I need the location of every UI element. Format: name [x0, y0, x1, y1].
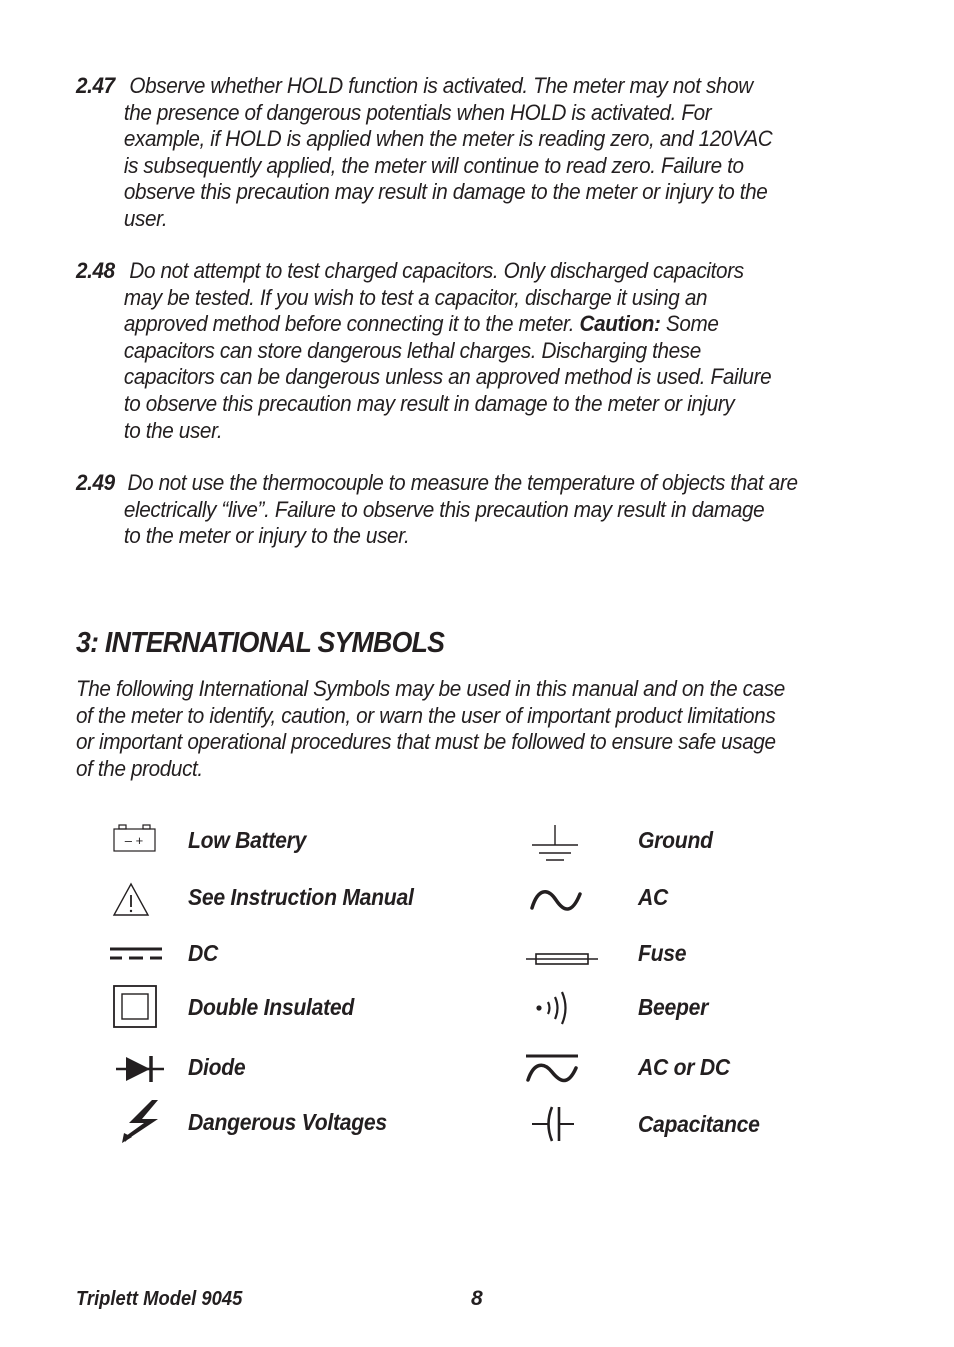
section-heading: 3: INTERNATIONAL SYMBOLS: [76, 627, 445, 659]
item-text-line: may be tested. If you wish to test a capacitor, discharge it using an: [123, 284, 708, 310]
intro-line: or important operational procedures that must be followed to ensure safe usage: [76, 729, 776, 755]
symbol-label: Ground: [638, 827, 713, 853]
item-text-line: user.: [123, 205, 168, 231]
item-text-line: electrically “live”. Failure to observe this precaution may result in damage: [123, 496, 765, 522]
symbol-row-fuse: [520, 934, 920, 974]
section-intro: [76, 676, 886, 782]
capacitor-icon: [528, 1103, 588, 1143]
symbol-label: See Instruction Manual: [188, 884, 414, 910]
item-text-line: capacitors can store dangerous lethal charges. Discharging these: [123, 337, 701, 363]
item-text-line: the presence of dangerous potentials when HOLD is activated. For: [123, 99, 712, 125]
symbol-label: DC: [188, 940, 219, 966]
page-number: 8: [471, 1287, 483, 1310]
battery-marks: – +: [124, 833, 144, 848]
symbol-row-ground: [520, 821, 920, 865]
beeper-icon: [532, 988, 592, 1028]
item-text-line: to the meter or injury to the user.: [123, 523, 410, 549]
item-text-line: Do not attempt to test charged capacitors. Only discharged capacitors: [129, 258, 744, 283]
battery-icon: [106, 821, 166, 861]
safety-item-2-49: [76, 470, 830, 550]
symbol-row-dc: [100, 934, 500, 974]
symbol-label: AC or DC: [638, 1054, 730, 1080]
lightning-icon: [114, 1099, 174, 1145]
ground-icon: [528, 823, 588, 865]
item-text-line: to the user.: [123, 417, 223, 443]
safety-item-2-48: [76, 258, 830, 444]
double-insulated-icon: [106, 984, 166, 1032]
symbol-row-ac-or-dc: [520, 1048, 920, 1088]
diode-icon: [114, 1048, 174, 1088]
symbol-label: Fuse: [638, 940, 687, 966]
warning-triangle-icon: [106, 878, 166, 918]
item-text-line: is subsequently applied, the meter will continue to read zero. Failure to: [123, 152, 744, 178]
item-text-line: observe this precaution may result in damage to the meter or injury to the: [123, 179, 768, 205]
symbol-label: AC: [638, 884, 669, 910]
symbol-row-beeper: [520, 988, 920, 1028]
item-number: 2.49: [76, 470, 115, 495]
symbol-label: Double Insulated: [188, 994, 355, 1020]
fuse-icon: [524, 938, 604, 978]
symbol-row-instruction-manual: [100, 878, 500, 918]
symbol-row-capacitance: [520, 1103, 920, 1143]
item-text-line: to observe this precaution may result in damage to the meter or injury: [123, 390, 735, 416]
item-text-line: example, if HOLD is applied when the meter is reading zero, and 120VAC: [123, 126, 773, 152]
item-text-line: approved method before connecting it to the meter. Caution: Some: [123, 311, 719, 337]
item-number: 2.47: [76, 73, 115, 98]
symbol-label: Low Battery: [188, 827, 307, 853]
item-text-line: Do not use the thermocouple to measure the temperature of objects that are: [127, 470, 798, 495]
item-text-line: capacitors can be dangerous unless an approved method is used. Failure: [123, 364, 772, 390]
ac-or-dc-icon: [524, 1048, 584, 1088]
symbol-row-ac: [520, 878, 920, 918]
ac-wave-icon: [528, 880, 588, 920]
symbol-row-diode: [100, 1048, 500, 1088]
symbol-row-dangerous-voltages: [100, 1099, 500, 1145]
footer-model: Triplett Model 9045: [76, 1288, 243, 1310]
intro-line: of the meter to identify, caution, or warn the user of important product limitations: [76, 702, 776, 728]
caution-label: Caution:: [579, 311, 661, 337]
intro-line: The following International Symbols may be used in this manual and on the case: [76, 676, 785, 701]
safety-item-2-47: [76, 73, 830, 233]
symbol-row-double-insulated: [100, 986, 500, 1026]
item-text-line: Observe whether HOLD function is activated. The meter may not show: [129, 73, 753, 98]
symbol-label: Beeper: [638, 994, 709, 1020]
symbol-label: Capacitance: [638, 1111, 760, 1137]
symbol-label: Diode: [188, 1054, 246, 1080]
symbol-row-low-battery: [100, 821, 500, 861]
dc-icon: [108, 934, 168, 974]
symbol-label: Dangerous Voltages: [188, 1109, 387, 1135]
intro-line: of the product.: [76, 755, 203, 781]
item-number: 2.48: [76, 258, 115, 283]
